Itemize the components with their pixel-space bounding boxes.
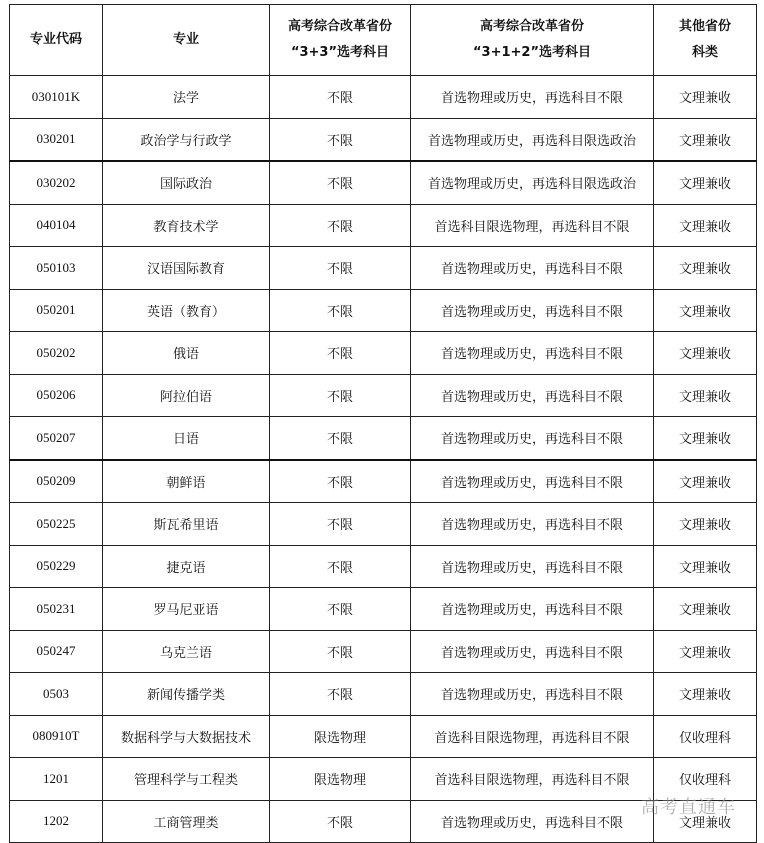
cell-other-category: 文理兼收 — [654, 118, 757, 161]
header-req-3-3: 高考综合改革省份 “3+3”选考科目 — [270, 5, 411, 76]
cell-code: 050103 — [10, 247, 103, 290]
cell-other-category: 文理兼收 — [654, 204, 757, 247]
cell-other-category: 文理兼收 — [654, 545, 757, 588]
cell-code: 050225 — [10, 503, 103, 546]
cell-major: 汉语国际教育 — [103, 247, 270, 290]
cell-req-3-1-2: 首选物理或历史，再选科目不限 — [411, 76, 654, 119]
cell-req-3-3: 不限 — [270, 460, 411, 503]
cell-code: 0503 — [10, 673, 103, 716]
cell-req-3-1-2: 首选物理或历史，再选科目不限 — [411, 630, 654, 673]
cell-other-category: 文理兼收 — [654, 289, 757, 332]
cell-other-category: 文理兼收 — [654, 630, 757, 673]
table-row — [10, 289, 757, 332]
cell-major: 罗马尼亚语 — [103, 588, 270, 631]
cell-other-category: 文理兼收 — [654, 588, 757, 631]
cell-req-3-3: 不限 — [270, 161, 411, 204]
cell-req-3-3: 不限 — [270, 503, 411, 546]
cell-major: 数据科学与大数据技术 — [103, 715, 270, 758]
cell-code: 030202 — [10, 161, 103, 204]
cell-req-3-1-2: 首选物理或历史，再选科目限选政治 — [411, 161, 654, 204]
cell-major: 工商管理类 — [103, 800, 270, 843]
table-header-row — [10, 5, 757, 76]
cell-req-3-1-2: 首选物理或历史，再选科目不限 — [411, 545, 654, 588]
cell-req-3-1-2: 首选科目限选物理，再选科目不限 — [411, 758, 654, 801]
cell-major: 英语（教育） — [103, 289, 270, 332]
cell-req-3-3: 不限 — [270, 545, 411, 588]
cell-req-3-1-2: 首选物理或历史，再选科目不限 — [411, 247, 654, 290]
cell-major: 捷克语 — [103, 545, 270, 588]
cell-req-3-3: 不限 — [270, 800, 411, 843]
cell-code: 050231 — [10, 588, 103, 631]
cell-req-3-3: 不限 — [270, 630, 411, 673]
cell-major: 政治学与行政学 — [103, 118, 270, 161]
cell-other-category: 文理兼收 — [654, 800, 757, 843]
cell-req-3-3: 不限 — [270, 673, 411, 716]
cell-code: 050201 — [10, 289, 103, 332]
cell-code: 1202 — [10, 800, 103, 843]
cell-other-category: 文理兼收 — [654, 161, 757, 204]
cell-major: 教育技术学 — [103, 204, 270, 247]
cell-other-category: 文理兼收 — [654, 332, 757, 375]
cell-code: 040104 — [10, 204, 103, 247]
cell-code: 050247 — [10, 630, 103, 673]
cell-code: 030101K — [10, 76, 103, 119]
cell-req-3-3: 不限 — [270, 247, 411, 290]
cell-req-3-3: 不限 — [270, 289, 411, 332]
table-row — [10, 332, 757, 375]
subject-requirements-table — [9, 4, 757, 843]
cell-req-3-3: 不限 — [270, 374, 411, 417]
cell-other-category: 文理兼收 — [654, 76, 757, 119]
cell-major: 新闻传播学类 — [103, 673, 270, 716]
cell-req-3-3: 不限 — [270, 204, 411, 247]
table-row — [10, 161, 757, 204]
table-row — [10, 545, 757, 588]
cell-other-category: 文理兼收 — [654, 417, 757, 460]
cell-req-3-3: 不限 — [270, 417, 411, 460]
cell-code: 050206 — [10, 374, 103, 417]
cell-req-3-3: 限选物理 — [270, 758, 411, 801]
cell-other-category: 文理兼收 — [654, 247, 757, 290]
cell-req-3-1-2: 首选物理或历史，再选科目限选政治 — [411, 118, 654, 161]
cell-other-category: 仅收理科 — [654, 758, 757, 801]
cell-other-category: 文理兼收 — [654, 673, 757, 716]
cell-req-3-3: 不限 — [270, 588, 411, 631]
cell-major: 斯瓦希里语 — [103, 503, 270, 546]
cell-other-category: 文理兼收 — [654, 503, 757, 546]
table-row — [10, 118, 757, 161]
watermark-logo: 高考直通车 — [641, 797, 736, 818]
header-req-3-1-2: 高考综合改革省份 “3+1+2”选考科目 — [411, 5, 654, 76]
cell-req-3-1-2: 首选物理或历史，再选科目不限 — [411, 289, 654, 332]
table-row — [10, 715, 757, 758]
cell-req-3-1-2: 首选物理或历史，再选科目不限 — [411, 374, 654, 417]
header-code: 专业代码 — [10, 5, 103, 76]
table-row — [10, 503, 757, 546]
cell-major: 乌克兰语 — [103, 630, 270, 673]
table-row — [10, 800, 757, 843]
cell-other-category: 文理兼收 — [654, 374, 757, 417]
cell-req-3-1-2: 首选物理或历史，再选科目不限 — [411, 332, 654, 375]
cell-code: 050229 — [10, 545, 103, 588]
cell-code: 050209 — [10, 460, 103, 503]
cell-req-3-3: 不限 — [270, 118, 411, 161]
cell-req-3-1-2: 首选物理或历史，再选科目不限 — [411, 503, 654, 546]
cell-code: 050207 — [10, 417, 103, 460]
cell-req-3-1-2: 首选物理或历史，再选科目不限 — [411, 673, 654, 716]
cell-other-category: 文理兼收 — [654, 460, 757, 503]
cell-req-3-1-2: 首选物理或历史，再选科目不限 — [411, 417, 654, 460]
table-row — [10, 630, 757, 673]
table-row — [10, 204, 757, 247]
cell-major: 阿拉伯语 — [103, 374, 270, 417]
cell-code: 1201 — [10, 758, 103, 801]
cell-req-3-1-2: 首选物理或历史，再选科目不限 — [411, 800, 654, 843]
cell-major: 俄语 — [103, 332, 270, 375]
cell-req-3-1-2: 首选物理或历史，再选科目不限 — [411, 460, 654, 503]
cell-req-3-1-2: 首选科目限选物理，再选科目不限 — [411, 204, 654, 247]
cell-code: 030201 — [10, 118, 103, 161]
table-row — [10, 417, 757, 460]
table-row — [10, 76, 757, 119]
cell-major: 法学 — [103, 76, 270, 119]
cell-major: 管理科学与工程类 — [103, 758, 270, 801]
cell-req-3-1-2: 首选科目限选物理，再选科目不限 — [411, 715, 654, 758]
cell-other-category: 仅收理科 — [654, 715, 757, 758]
table-body — [10, 76, 757, 843]
table-row — [10, 588, 757, 631]
header-major: 专业 — [103, 5, 270, 76]
table-row — [10, 460, 757, 503]
cell-req-3-1-2: 首选物理或历史，再选科目不限 — [411, 588, 654, 631]
table-row — [10, 247, 757, 290]
cell-req-3-3: 限选物理 — [270, 715, 411, 758]
header-other-provinces: 其他省份 科类 — [654, 5, 757, 76]
requirements-table-container — [9, 4, 756, 843]
cell-code: 050202 — [10, 332, 103, 375]
table-row — [10, 374, 757, 417]
cell-req-3-3: 不限 — [270, 76, 411, 119]
cell-req-3-3: 不限 — [270, 332, 411, 375]
cell-major: 国际政治 — [103, 161, 270, 204]
table-row — [10, 673, 757, 716]
cell-major: 日语 — [103, 417, 270, 460]
cell-major: 朝鲜语 — [103, 460, 270, 503]
cell-code: 080910T — [10, 715, 103, 758]
table-row — [10, 758, 757, 801]
